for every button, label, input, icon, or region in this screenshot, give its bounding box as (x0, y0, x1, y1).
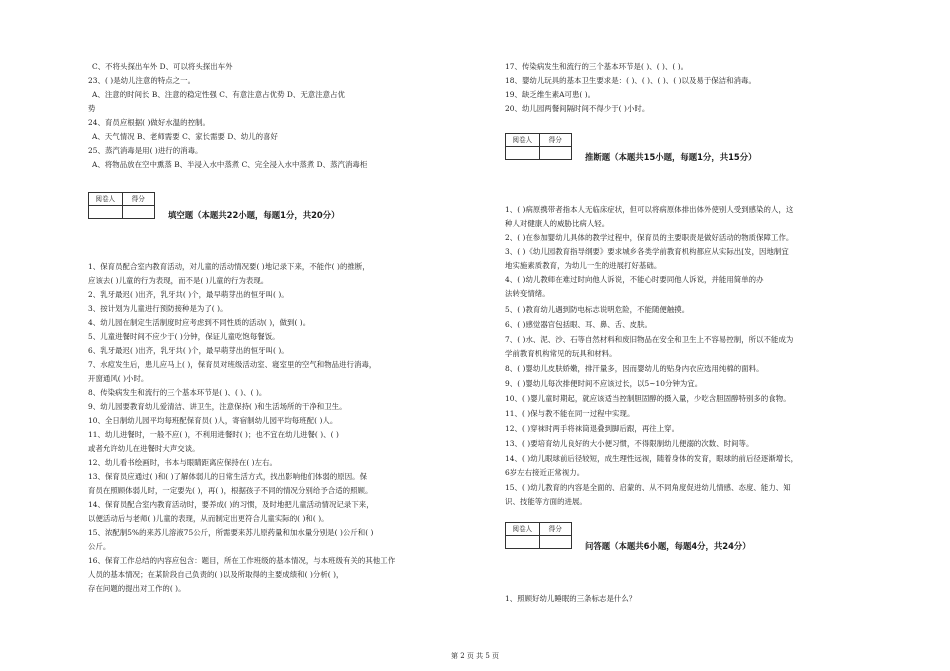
question-line: 1、( )病原携带者指本人无临床症状，但可以将病原体排出体外使别人受到感染的人，这 (505, 205, 794, 214)
question-line: 11、幼儿进餐时，一般不应( )，不利用进餐时( )；也不宜在幼儿进餐( )、( ) (88, 430, 339, 439)
question-line: 24、育员应根据( )做好水温的控制。 (88, 118, 210, 127)
grader-cell (89, 206, 122, 218)
question-line: 1、保育员配合室内教育活动，对儿童的活动情况要( )地记录下来，不能作( )的推断， (88, 262, 370, 271)
question-line: 19、缺乏维生素A可患( )。 (505, 90, 596, 99)
question-line: A、注意的时间长 B、注意的稳定性强 C、有意注意占优势 D、无意注意占优 (92, 90, 345, 99)
grader-cell (506, 147, 539, 159)
question-line: 育员在照顾体弱儿时，一定要先( )，再( )，根据孩子不同的情况分别给予合适的照顾。 (88, 486, 373, 495)
question-line: 15、( )幼儿教育的内容是全面的、启蒙的、从不同角度促进幼儿情感、态度、能力、知 (505, 483, 791, 492)
score-box (505, 133, 572, 160)
question-line: 开窗通风( )小时。 (88, 374, 149, 383)
question-line: 8、传染病发生和流行的三个基本环节是( )、( )、( )。 (88, 388, 267, 397)
score-box (505, 522, 572, 549)
section-title-qa: 问答题（本题共6小题，每题4分，共24分） (585, 541, 751, 551)
grader-cell (506, 536, 539, 548)
question-line: 4、( )幼儿教师在难过时向他人诉说，不能心时要同他人诉说，并能用简单的办 (505, 275, 764, 284)
question-line: 人员的基本情况；在某阶段自己负责的( )以及所取得的主要成绩和( )分析( )， (88, 570, 344, 579)
question-line: 存在问题的提出对工作的( )。 (88, 584, 186, 593)
question-line: 12、幼儿看书绘画时，书本与眼睛距离应保持在( )左右。 (88, 458, 277, 467)
question-line: C、不将头探出车外 D、可以将头探出车外 (92, 62, 233, 71)
question-line: 10、( )婴儿童时期起，就应该适当控制胆固醇的摄入量，少吃含胆固醇特别多的食物。 (505, 394, 791, 403)
question-line: 18、婴幼儿玩具的基本卫生要求是：( )、( )、( )、( )以及易于保洁和消毒。 (505, 76, 756, 85)
question-line: 地实施素质教育，为幼儿一生的进展打好基础。 (505, 261, 662, 270)
question-line: 8、( )婴幼儿皮肤娇嫩，排汗量多，因而婴幼儿的贴身内衣应选用纯棉的面料。 (505, 364, 764, 373)
section-title-fill-in: 填空题（本题共22小题，每题1分，共20分） (168, 210, 340, 220)
question-line: 学前教育机构常见的玩具和材料。 (505, 349, 617, 358)
score-cell (539, 147, 572, 159)
question-line: 10、全日制幼儿园平均每班配保育员( )人，寄宿制幼儿园平均每班配( )人。 (88, 416, 338, 425)
question-line: 14、( )幼儿眼球前后径较短，成生理性远视，随着身体的发育，眼球的前后径逐渐增长， (505, 454, 799, 463)
question-line: 7、( )水、泥、沙、石等自然材料和废旧物品在安全和卫生上不容易控制，所以不能成为 (505, 335, 794, 344)
question-line: 6、乳牙最迟( )出齐，乳牙共( )个，最早萌芽出的恒牙叫( )。 (88, 346, 289, 355)
question-line: 1、照顾好幼儿睡眠的三条标志是什么？ (505, 594, 637, 603)
question-line: 6岁左右接近正常视力。 (505, 468, 585, 477)
score-box-header (506, 134, 571, 146)
question-line: 14、保育员配合室内教育活动时，要养成( )的习惯，及时地把儿童活动情况记录下来， (88, 500, 374, 509)
score-box (88, 192, 155, 219)
question-line: 20、幼儿园两餐间隔时间不得少于( )小时。 (505, 104, 650, 113)
question-line: 12、( )穿袜时两手将袜筒退叠到脚后跟，再往上穿。 (505, 424, 680, 433)
score-box-blank (506, 146, 571, 159)
question-line: A、天气情况 B、老师需要 C、家长需要 D、幼儿的喜好 (92, 132, 279, 141)
question-line: 25、蒸汽消毒是用( )进行的消毒。 (88, 146, 203, 155)
question-line: 或者允许幼儿在进餐时大声交谈。 (88, 444, 200, 453)
score-cell (539, 536, 572, 548)
page-number: 第 2 页 共 5 页 (450, 652, 500, 660)
grader-label: 阅卷人 (512, 136, 533, 144)
question-line: 种人对健康人的威胁比病人轻。 (505, 219, 610, 228)
question-line: 势 (88, 104, 96, 113)
question-line: 3、按计划为儿童进行预防接种是为了( )。 (88, 304, 228, 313)
score-box-header (506, 523, 571, 535)
question-line: 9、( )婴幼儿每次排便时间不应该过长，以5~10分钟为宜。 (505, 379, 703, 388)
question-line: 6、( )感觉器官包括眼、耳、鼻、舌、皮肤。 (505, 320, 652, 329)
question-line: 23、( )是幼儿注意的特点之一。 (88, 76, 196, 85)
question-line: 5、( )教育幼儿遇到防电标志说明危险，不能随便触摸。 (505, 305, 690, 314)
score-label: 得分 (539, 134, 572, 146)
question-line: 公斤。 (88, 542, 111, 551)
question-line: 2、( )在参加婴幼儿具体的教学过程中，保育员的主要职责是做好活动的物质保障工作。 (505, 233, 794, 242)
question-line: 2、乳牙最迟( )出齐，乳牙共( )个，最早萌芽出的恒牙叫( )。 (88, 290, 289, 299)
question-line: 识、技能等方面的进展。 (505, 497, 587, 506)
grader-label: 阅卷人 (512, 525, 533, 533)
question-line: 以便活动后与老师( )儿童的表现，从而制定出更符合儿童实际的( )和( )。 (88, 514, 329, 523)
section-title-true-false: 推断题（本题共15小题，每题1分，共15分） (585, 152, 757, 162)
question-line: 13、保育员应通过( )和( )了解体弱儿的日常生活方式，找出影响他们体弱的原因。保 (88, 472, 368, 481)
question-line: 4、幼儿园在制定生活制度时应考虑到不同性质的活动( )，做到( )。 (88, 318, 311, 327)
question-line: 16、保育工作总结的内容应包含：题目，所在工作班级的基本情况，与本班级有关的其他工作 (88, 556, 396, 565)
question-line: 9、幼儿园要教育幼儿爱清洁、讲卫生，注意保持( )和生活场所的干净和卫生。 (88, 402, 347, 411)
question-line: 17、传染病发生和流行的三个基本环节是( )、( )、( )。 (505, 62, 689, 71)
question-line: 15、浓配制5%的来苏儿溶液75公斤，所需要来苏儿原药量和加水量分别是( )公斤和( ) (88, 528, 374, 537)
score-label: 得分 (539, 523, 572, 535)
grader-label: 阅卷人 (95, 195, 116, 203)
question-line: 应该去( )儿童的行为表现，而不是( )儿童的行为表现。 (88, 276, 269, 285)
question-line: 7、水痘发生后，患儿应马上( )，保育员对班级活动室、寝室里的空气和物品进行消毒， (88, 360, 377, 369)
score-cell (122, 206, 155, 218)
question-line: 3、( )《幼儿园教育指导纲要》要求城乡各类学前教育机构都应从实际出[发，因地制宜 (505, 247, 789, 256)
question-line: 法转变情绪。 (505, 289, 550, 298)
question-line: 13、( )要培育幼儿良好的大小便习惯，不得限制幼儿便溺的次数、时间等。 (505, 439, 754, 448)
question-line: 5、儿童进餐时间不应少于( )分钟，保证儿童吃饱每餐饭。 (88, 332, 280, 341)
score-box-blank (506, 535, 571, 548)
question-line: 11、( )保与教不能在同一过程中实现。 (505, 409, 635, 418)
score-box-header (89, 193, 154, 205)
score-box-blank (89, 205, 154, 218)
score-label: 得分 (122, 193, 155, 205)
question-line: A、将物品放在空中熏蒸 B、半浸入水中蒸煮 C、完全浸入水中蒸煮 D、蒸汽消毒柜 (92, 160, 368, 169)
